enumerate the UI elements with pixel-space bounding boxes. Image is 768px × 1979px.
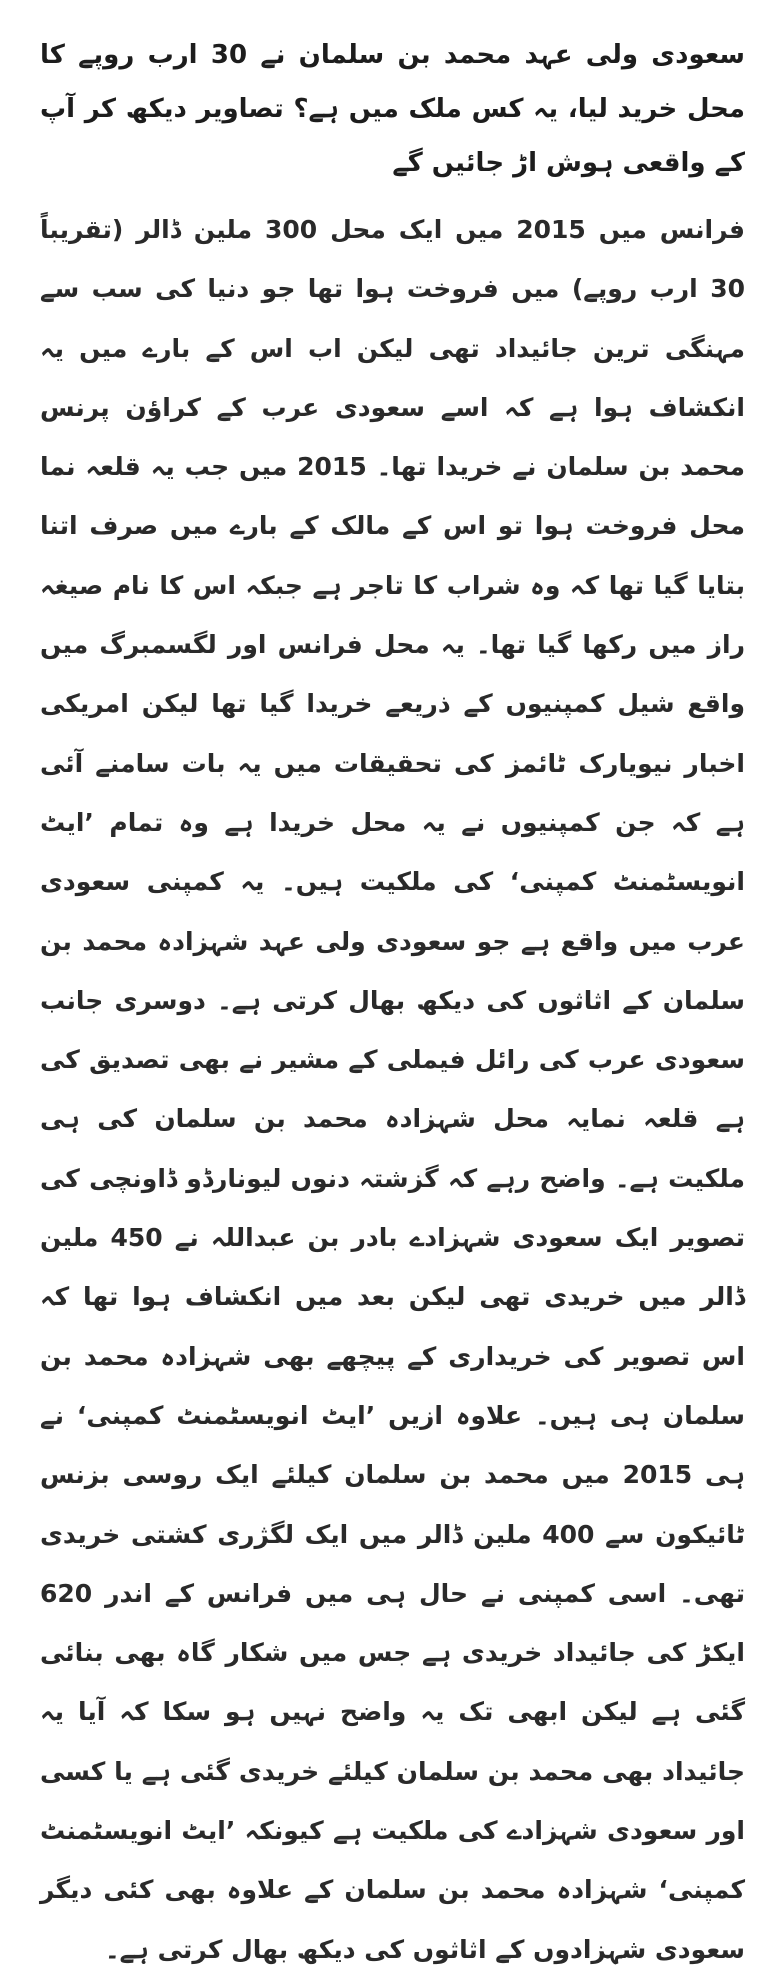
article-headline: سعودی ولی عہد محمد بن سلمان نے 30 ارب روپے کا محل خرید لیا، یہ کس ملک میں ہے؟ تصاویر دیکھ کر آپ کے واقعی ہوش اڑ جائیں گے	[40, 40, 746, 178]
article-body: فرانس میں 2015 میں ایک محل 300 ملین ڈالر (تقریباً 30 ارب روپے) میں فروخت ہوا تھا جو دنیا کی سب سے مہنگی ترین جائیداد تھی لیکن اب اس کے بارے میں یہ انکشاف ہوا ہے کہ اسے سعودی عرب کے کراؤن پرنس محمد بن سلمان نے خریدا تھا۔ 2015 میں جب یہ قلعہ نما محل فروخت ہوا تو اس کے مالک کے بارے میں صرف اتنا بتایا گیا تھا کہ وہ شراب کا تاجر ہے جبکہ اس کا نام صیغہ راز میں رکھا گیا تھا۔ یہ محل فرانس اور لگسمبرگ میں واقع شیل کمپنیوں کے ذریعے خریدا گیا تھا لیکن امریکی اخبار نیویارک ٹائمز کی تحقیقات میں یہ بات سامنے آئی ہے کہ جن کمپنیوں نے یہ محل خریدا ہے وہ تمام ’ایٹ انویسٹمنٹ کمپنی‘ کی ملکیت ہیں۔ یہ کمپنی سعودی عرب میں واقع ہے جو سعودی ولی عہد شہزادہ محمد بن سلمان کے اثاثوں کی دیکھ بھال کرتی ہے۔ دوسری جانب سعودی عرب کی رائل فیملی کے مشیر نے بھی تصدیق کی ہے قلعہ نمایہ محل شہزادہ محمد بن سلمان کی ہی ملکیت ہے۔ واضح رہے کہ گزشتہ دنوں لیونارڈو ڈاونچی کی تصویر ایک سعودی شہزادے بادر بن عبداللہ نے 450 ملین ڈالر میں خریدی تھی لیکن بعد میں انکشاف ہوا تھا کہ اس تصویر کی خریداری کے پیچھے بھی شہزادہ محمد بن سلمان ہی ہیں۔ علاوہ ازیں ’ایٹ انویسٹمنٹ کمپنی‘ نے ہی 2015 میں محمد بن سلمان کیلئے ایک روسی بزنس ٹائیکون سے 400 ملین ڈالر میں ایک لگژری کشتی خریدی تھی۔ اسی کمپنی نے حال ہی میں فرانس کے اندر 620 ایکڑ کی جائیداد خریدی ہے جس میں شکار گاہ بھی بنائی گئی ہے لیکن ابھی تک یہ واضح نہیں ہو سکا کہ آیا یہ جائیداد بھی محمد بن سلمان کیلئے خریدی گئی ہے یا کسی اور سعودی شہزادے کی ملکیت ہے کیونکہ ’ایٹ انویسٹمنٹ کمپنی‘ شہزادہ محمد بن سلمان کے علاوہ بھی کئی دیگر سعودی شہزادوں کے اثاثوں کی دیکھ بھال کرتی ہے۔	[40, 215, 746, 1964]
article	[40, 28, 745, 1979]
